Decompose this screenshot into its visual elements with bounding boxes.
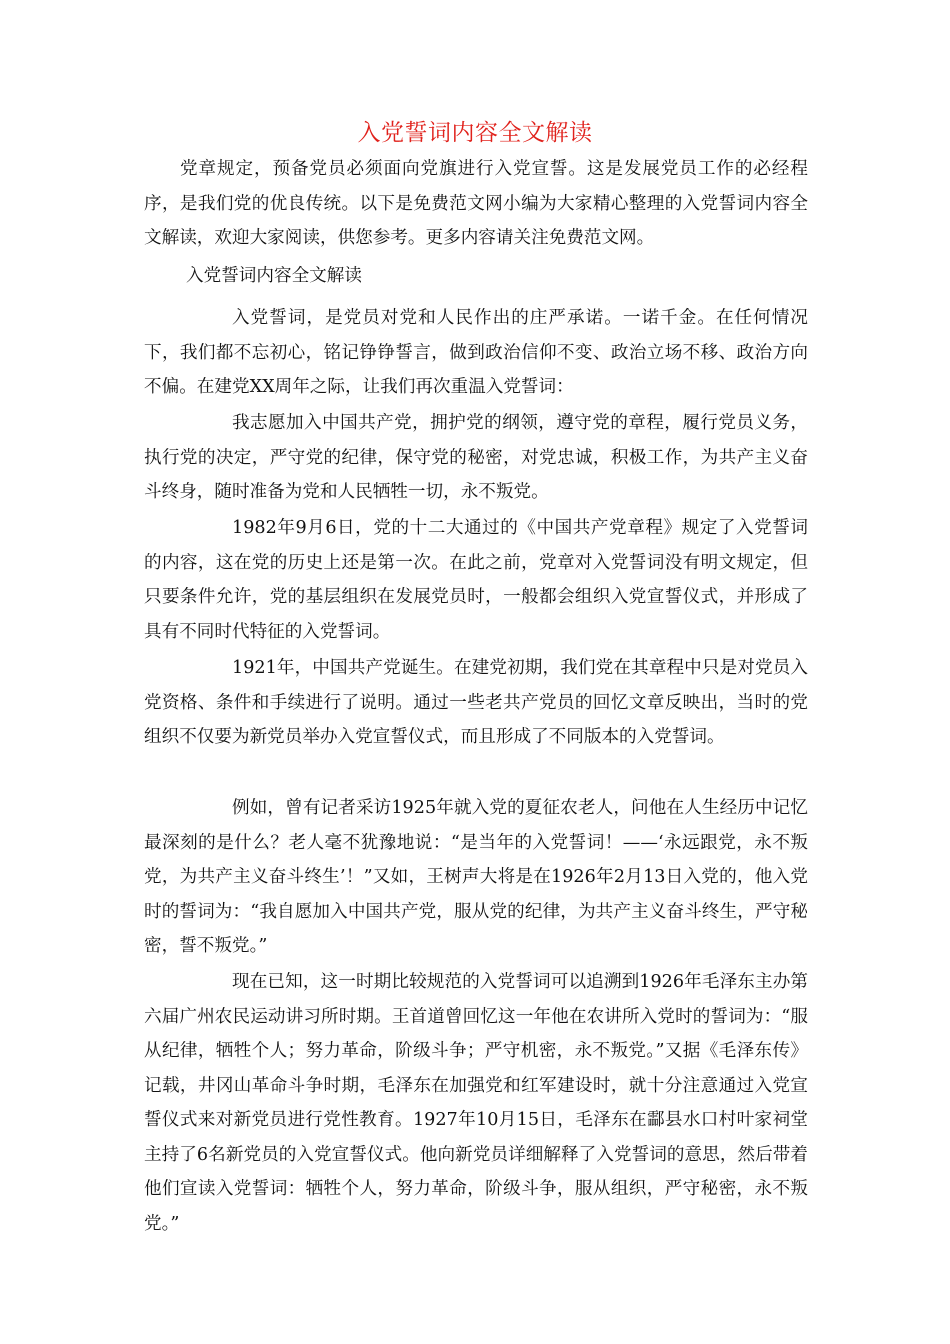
oath-text-paragraph: 我志愿加入中国共产党，拥护党的纲领，遵守党的章程，履行党员义务，执行党的决定，严守党的纪律，保守党的秘密，对党忠诚，积极工作，为共产主义奋斗终身，随时准备为党和人民牺牲一切，永不叛党。 (144, 413, 808, 502)
intro-paragraph: 党章规定，预备党员必须面向党旗进行入党宣誓。这是发展党员工作的必经程序，是我们党的优良传统。以下是免费范文网小编为大家精心整理的入党誓词内容全文解读，欢迎大家阅读，供您参考。更多内容请关注免费范文网。 (144, 159, 808, 248)
body-paragraph: 现在已知，这一时期比较规范的入党誓词可以追溯到1926年毛泽东主办第六届广州农民运动讲习所时期。王首道曾回忆这一年他在农讲所入党时的誓词为：“服从纪律，牺牲个人；努力革命，阶级斗争；严守机密，永不叛党。”又据《毛泽东传》记载，井冈山革命斗争时期，毛泽东在加强党和红军建设时，就十分注意通过入党宣誓仪式来对新党员进行党性教育。1927年10月15日，毛泽东在酃县水口村叶家祠堂主持了6名新党员的入党宣誓仪式。他向新党员详细解释了入党誓词的意思，然后带着他们宣读入党誓词：牺牲个人，努力革命，阶级斗争，服从组织，严守秘密，永不叛党。” (144, 972, 808, 1234)
body-paragraph: 1921年，中国共产党诞生。在建党初期，我们党在其章程中只是对党员入党资格、条件和手续进行了说明。通过一些老共产党员的回忆文章反映出，当时的党组织不仅要为新党员举办入党宣誓仪式，而且形成了不同版本的入党誓词。 (144, 658, 808, 747)
body-paragraph: 例如，曾有记者采访1925年就入党的夏征农老人，问他在人生经历中记忆最深刻的是什么？老人毫不犹豫地说：“是当年的入党誓词！——‘永远跟党，永不叛党，为共产主义奋斗终生’！”又如，王树声大将是在1926年2月13日入党的，他入党时的誓词为：“我自愿加入中国共产党，服从党的纪律，为共产主义奋斗终生，严守秘密，誓不叛党。” (144, 798, 808, 956)
body-paragraph: 入党誓词，是党员对党和人民作出的庄严承诺。一诺千金。在任何情况下，我们都不忘初心，铭记铮铮誓言，做到政治信仰不变、政治立场不移、政治方向不偏。在建党XX周年之际，让我们再次重温入党誓词： (144, 308, 808, 397)
body-paragraph: 1982年9月6日，党的十二大通过的《中国共产党章程》规定了入党誓词的内容，这在党的历史上还是第一次。在此之前，党章对入党誓词没有明文规定，但只要条件允许，党的基层组织在发展党员时，一般都会组织入党宣誓仪式，并形成了具有不同时代特征的入党誓词。 (144, 518, 808, 642)
section-subheading: 入党誓词内容全文解读 (186, 266, 362, 286)
document-title: 入党誓词内容全文解读 (357, 120, 593, 146)
